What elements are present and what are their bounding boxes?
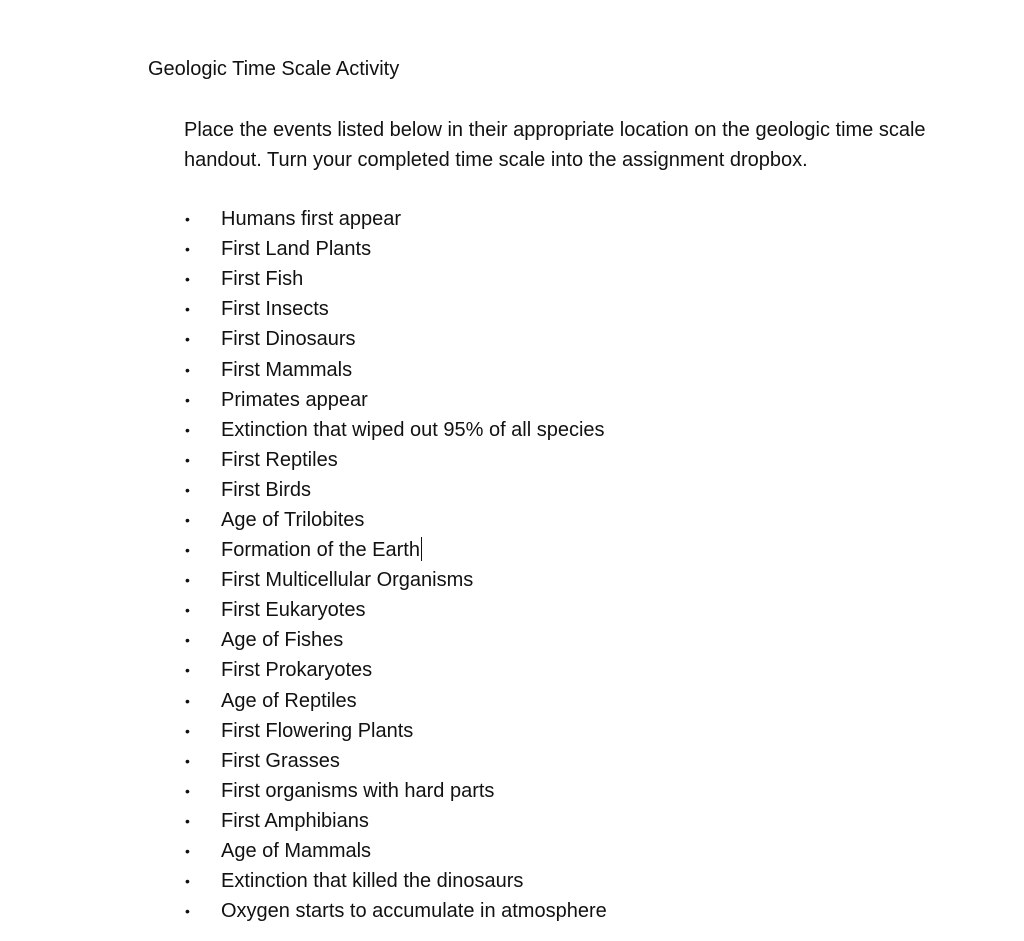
event-text[interactable]: First organisms with hard parts: [221, 779, 495, 802]
event-text[interactable]: First Multicellular Organisms: [221, 569, 474, 592]
bullet-icon: •: [185, 572, 190, 589]
event-list-item[interactable]: [184, 445, 607, 475]
bullet-icon: •: [185, 211, 190, 228]
bullet-icon: •: [185, 602, 190, 619]
instructions-line-1[interactable]: Place the events listed below in their appropriate location on the geologic time scale: [184, 119, 926, 141]
event-list-item[interactable]: [184, 505, 607, 535]
event-list-item[interactable]: [184, 324, 607, 354]
event-list-item[interactable]: [184, 655, 607, 685]
bullet-icon: •: [185, 752, 190, 769]
bullet-icon: •: [185, 903, 190, 920]
event-list-item[interactable]: [184, 896, 607, 926]
event-text[interactable]: Extinction that killed the dinosaurs: [221, 870, 524, 893]
bullet-icon: •: [185, 692, 190, 709]
instructions-line-2[interactable]: handout. Turn your completed time scale into the assignment dropbox.: [184, 149, 808, 171]
event-list-item[interactable]: [184, 535, 607, 565]
event-list-item[interactable]: [184, 204, 607, 234]
event-text[interactable]: Age of Mammals: [221, 840, 372, 863]
bullet-icon: •: [185, 271, 190, 288]
bullet-icon: •: [185, 301, 190, 318]
bullet-icon: •: [185, 662, 190, 679]
event-text[interactable]: First Amphibians: [221, 809, 369, 832]
text-cursor: [421, 537, 422, 561]
event-text[interactable]: Formation of the Earth: [221, 539, 420, 562]
event-text[interactable]: First Mammals: [221, 358, 353, 381]
bullet-icon: •: [185, 241, 190, 258]
event-list-item[interactable]: [184, 565, 607, 595]
bullet-icon: •: [185, 421, 190, 438]
event-text[interactable]: Humans first appear: [221, 208, 402, 231]
instructions-paragraph[interactable]: [184, 115, 1019, 175]
event-text[interactable]: Primates appear: [221, 388, 368, 411]
event-list-item[interactable]: [184, 686, 607, 716]
event-text[interactable]: First Birds: [221, 478, 311, 501]
event-list-item[interactable]: [184, 385, 607, 415]
bullet-icon: •: [185, 451, 190, 468]
event-text[interactable]: Age of Trilobites: [221, 508, 365, 531]
event-text[interactable]: First Prokaryotes: [221, 659, 373, 682]
event-list: [184, 204, 607, 926]
bullet-icon: •: [185, 542, 190, 559]
bullet-icon: •: [185, 361, 190, 378]
event-list-item[interactable]: [184, 415, 607, 445]
bullet-icon: •: [185, 782, 190, 799]
event-list-item[interactable]: [184, 776, 607, 806]
event-text[interactable]: First Land Plants: [221, 238, 372, 261]
event-list-item[interactable]: [184, 294, 607, 324]
event-list-item[interactable]: [184, 866, 607, 896]
event-text[interactable]: First Flowering Plants: [221, 719, 414, 742]
event-list-item[interactable]: [184, 806, 607, 836]
bullet-icon: •: [185, 843, 190, 860]
bullet-icon: •: [185, 331, 190, 348]
event-text[interactable]: Extinction that wiped out 95% of all species: [221, 418, 605, 441]
event-list-item[interactable]: [184, 625, 607, 655]
event-list-item[interactable]: [184, 746, 607, 776]
bullet-icon: •: [185, 812, 190, 829]
event-list-item[interactable]: [184, 595, 607, 625]
event-text[interactable]: Oxygen starts to accumulate in atmosphere: [221, 900, 607, 923]
event-text[interactable]: First Dinosaurs: [221, 328, 356, 351]
bullet-icon: •: [185, 481, 190, 498]
bullet-icon: •: [185, 632, 190, 649]
bullet-icon: •: [185, 511, 190, 528]
event-list-item[interactable]: [184, 234, 607, 264]
event-list-item[interactable]: [184, 354, 607, 384]
event-list-item[interactable]: [184, 475, 607, 505]
event-list-item[interactable]: [184, 264, 607, 294]
event-text[interactable]: Age of Fishes: [221, 629, 344, 652]
bullet-icon: •: [185, 722, 190, 739]
document-title[interactable]: Geologic Time Scale Activity: [148, 58, 400, 80]
event-list-item[interactable]: [184, 716, 607, 746]
event-text[interactable]: First Fish: [221, 268, 304, 291]
event-text[interactable]: First Insects: [221, 298, 329, 321]
event-text[interactable]: First Grasses: [221, 749, 340, 772]
event-text[interactable]: First Reptiles: [221, 448, 338, 471]
bullet-icon: •: [185, 873, 190, 890]
event-text[interactable]: Age of Reptiles: [221, 689, 357, 712]
bullet-icon: •: [185, 391, 190, 408]
event-text[interactable]: First Eukaryotes: [221, 599, 366, 622]
event-list-item[interactable]: [184, 836, 607, 866]
